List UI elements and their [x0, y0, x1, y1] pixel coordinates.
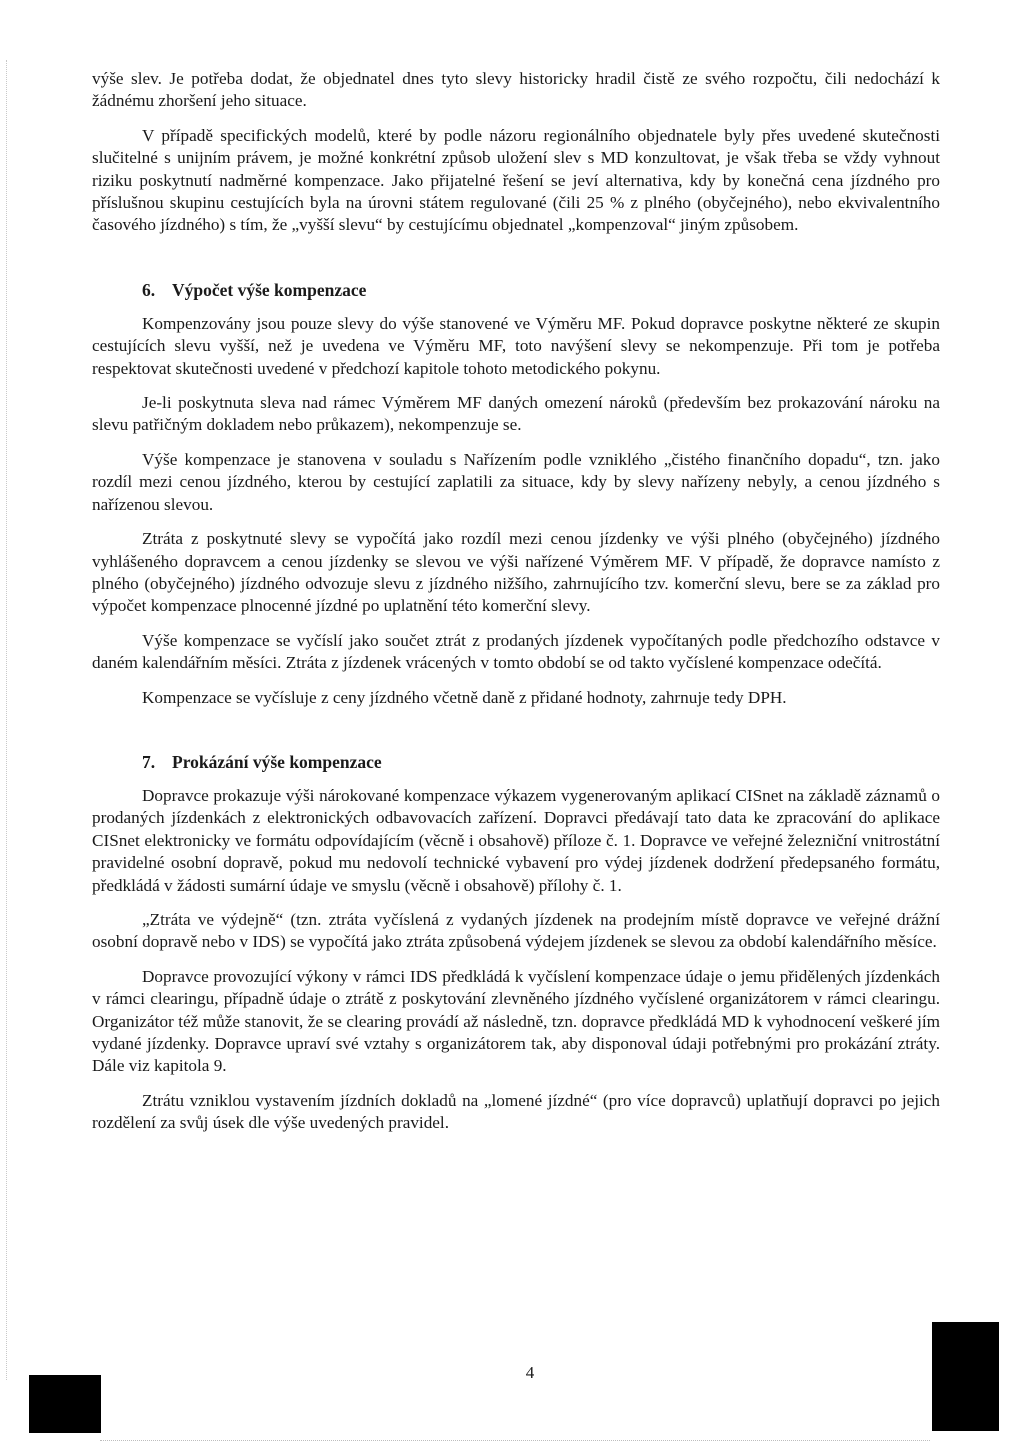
- section-6-paragraph: Výše kompenzace se vyčíslí jako součet ztrát z prodaných jízdenek vypočítaných podle předchozího odstavce v daném kalendářním měsíci. Ztráta z jízdenek vrácených v tomto období se od takto vyčíslené kompenzace odečítá.: [92, 630, 940, 673]
- scan-bottom-edge: [100, 1440, 930, 1441]
- section-7-title: Prokázání výše kompenzace: [172, 751, 382, 772]
- page-content: [92, 68, 940, 1135]
- section-6-paragraph: Kompenzovány jsou pouze slevy do výše stanovené ve Výměru MF. Pokud dopravce poskytne některé ze skupin cestujících slevu vyšší, než je uvedena ve Výměru MF, toto navýšení slevy se nekompenzuje. Při tom je potřeba respektovat skutečnosti uvedené v předchozí kapitole tohoto metodického pokynu.: [92, 313, 940, 378]
- section-7-paragraph: Dopravce provozující výkony v rámci IDS předkládá k vyčíslení kompenzace údaje o jemu přidělených jízdenkách v rámci clearingu, případně údaje o ztrátě z poskytování zlevněného jízdného vyčíslené organizátorem v rámci clearingu. Organizátor též může stanovit, že se clearing provádí až následně, tzn. dopravce předkládá MD k vyhodnocení veškeré jím vydané jízdenky. Dopravce upraví své vztahy s organizátorem tak, aby disponoval údaji potřebnými pro prokázání ztráty. Dále viz kapitola 9.: [92, 966, 940, 1076]
- section-6-title: Výpočet výše kompenzace: [172, 279, 367, 300]
- section-7-number: 7.: [142, 751, 156, 772]
- paragraph-intro-continued: výše slev. Je potřeba dodat, že objednatel dnes tyto slevy historicky hradil čistě ze svého rozpočtu, čili nedochází k žádnému zhoršení jeho situace.: [92, 69, 940, 111]
- page-number: 4: [525, 1363, 535, 1382]
- section-6-paragraph: Je-li poskytnuta sleva nad rámec Výměrem MF daných omezení nároků (především bez prokazování nároku na slevu patřičným dokladem nebo průkazem), nekompenzuje se.: [92, 393, 940, 435]
- section-6-paragraph: Ztráta z poskytnuté slevy se vypočítá jako rozdíl mezi cenou jízdenky ve výši plného (obyčejného) jízdného vyhlášeného dopravcem a cenou jízdenky se slevou ve výši nařízené Výměrem MF. V případě, že dopravce namísto z plného (obyčejného) jízdného odvozuje slevu z jízdného nižšího, zahrnujícího tzv. komerční slevu, bere se za základ pro výpočet kompenzace plnocenné jízdné po uplatnění této komerční slevy.: [92, 529, 940, 616]
- section-7-paragraph: Ztrátu vzniklou vystavením jízdních dokladů na „lomené jízdné“ (pro více dopravců) uplatňují dopravci po jejich rozdělení za svůj úsek dle výše uvedených pravidel.: [92, 1090, 940, 1133]
- section-6-paragraph: Kompenzace se vyčísluje z ceny jízdného včetně daně z přidané hodnoty, zahrnuje tedy DPH.: [142, 687, 787, 707]
- redaction-block-right: [932, 1322, 999, 1431]
- section-6-number: 6.: [142, 279, 156, 300]
- section-7-paragraph: „Ztráta ve výdejně“ (tzn. ztráta vyčíslená z vydaných jízdenek na prodejním místě dopravce ve veřejné drážní osobní dopravě nebo v IDS) se vypočítá jako ztráta způsobená výdejem jízdenek se slevou za období kalendářního měsíce.: [92, 909, 940, 952]
- section-6-heading: [92, 279, 940, 301]
- redaction-block-left: [29, 1375, 101, 1433]
- scan-edge: [6, 60, 8, 1380]
- section-6-paragraph: Výše kompenzace je stanovena v souladu s Nařízením podle vzniklého „čistého finančního dopadu“, tzn. jako rozdíl mezi cenou jízdného, kterou by cestující zaplatili za situace, kdy by slevy nařízeny nebyly, a cenou jízdného s nařízenou slevou.: [92, 449, 940, 514]
- paragraph-specific-models: V případě specifických modelů, které by podle názoru regionálního objednatele byly přes uvedené skutečnosti slučitelné s unijním právem, je možné konkrétní způsob uložení slev s MD konzultovat, je však třeba se vždy vyhnout riziku poskytnutí nadměrné kompenzace. Jako přijatelné řešení se jeví alternativa, kdy by konečná cena jízdného pro příslušnou skupinu cestujících byla na úrovni státem regulované (čili 25 % z plného (obyčejného), nebo ekvivalentního časového jízdného) s tím, že „vyšší slevu“ by cestujícímu objednatel „kompenzoval“ jiným způsobem.: [92, 125, 940, 235]
- section-7-heading: [92, 751, 940, 773]
- section-7-paragraph: Dopravce prokazuje výši nárokované kompenzace výkazem vygenerovaným aplikací CISnet na základě záznamů o prodaných jízdenkách z elektronických odbavovacích zařízení. Dopravci předávají tato data ke zpracování do aplikace CISnet elektronicky ve formátu odpovídajícím (věcně i obsahově) příloze č. 1. Dopravce ve veřejné železniční vnitrostátní pravidelné osobní dopravě, pokud mu nedovolí technické vybavení pro výdej jízdenek dodržení předepsaného formátu, předkládá v žádosti sumární údaje ve smyslu (věcně i obsahově) přílohy č. 1.: [92, 785, 940, 895]
